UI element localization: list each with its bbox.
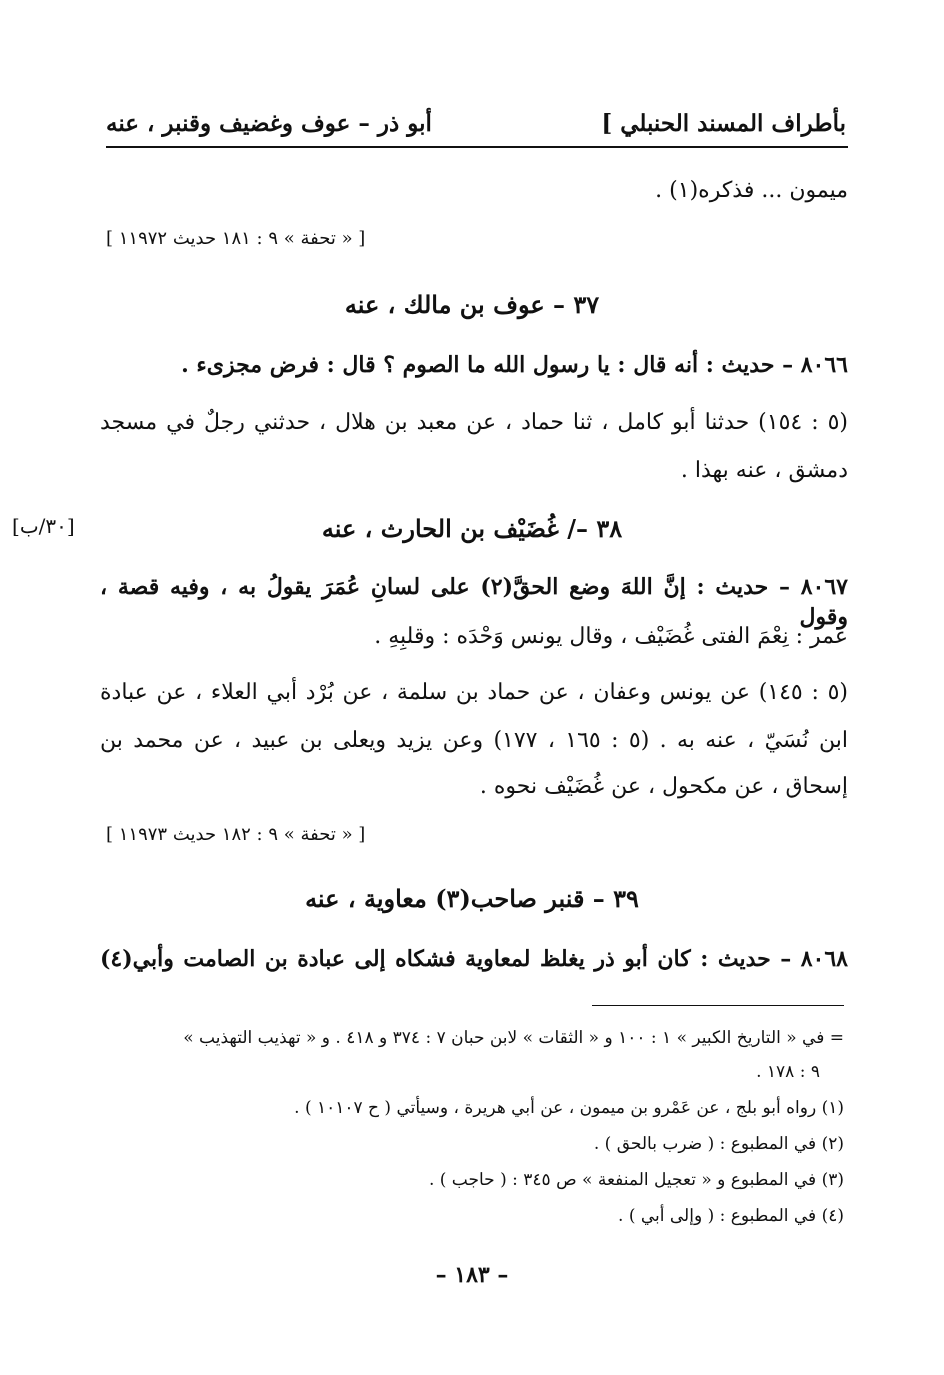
footnote-continuation: ٩ : ١٧٨ . [756, 1062, 820, 1082]
hadith-8067-narration-line: ابن نُسَيّ ، عنه به . (٥ : ١٦٥ ، ١٧٧) وعن يزيد ويعلى بن عبيد ، عن محمد بن [100, 728, 848, 753]
running-header-section-title: أبو ذر – عوف وغضيف وقنبر ، عنه [106, 110, 432, 137]
hadith-8067-narration-line: إسحاق ، عن مكحول ، عن غُضَيْف نحوه . [479, 774, 848, 799]
tuhfa-citation: [ « تحفة » ٩ : ١٨١ حديث ١١٩٧٢ ] [106, 228, 366, 249]
page-number: – ١٨٣ – [435, 1262, 509, 1288]
tuhfa-citation: [ « تحفة » ٩ : ١٨٢ حديث ١١٩٧٣ ] [106, 824, 366, 845]
hadith-8066-narration-line: (٥ : ١٥٤) حدثنا أبو كامل ، ثنا حماد ، عن معبد بن هلال ، حدثني رجلٌ في مسجد [100, 410, 848, 435]
hadith-8066-heading: ٨٠٦٦ – حديث : أنه قال : يا رسول الله ما الصوم ؟ قال : فرض مجزىء . [181, 352, 848, 378]
header-rule [106, 146, 848, 148]
hadith-8067-text-line: عمر : نِعْمَ الفتى غُضَيْف ، وقال يونس وَحْدَه : وقلبِهِ . [374, 624, 848, 649]
footnote-rule [592, 1005, 844, 1006]
footnote-1: (١) رواه أبو بلج ، عن عَمْرو بن ميمون ، عن أبي هريرة ، وسيأتي ( ح ١٠١٠٧ ) . [294, 1098, 844, 1118]
hadith-8066-narration-line: دمشق ، عنه بهذا . [680, 458, 848, 483]
footnote-4: (٤) في المطبوع : ( وإلى أبي ) . [618, 1206, 844, 1226]
hadith-8067-narration-line: (٥ : ١٤٥) عن يونس وعفان ، عن حماد بن سلمة ، عن بُرْد أبي العلاء ، عن عبادة [100, 680, 848, 705]
footnote-3: (٣) في المطبوع و « تعجيل المنفعة » ص ٣٤٥ : ( حاجب ) . [428, 1170, 844, 1190]
section-heading-38: ٣٨ –/ غُضَيْف بن الحارث ، عنه [321, 514, 623, 543]
manuscript-folio-note: [٣٠/ب] [12, 514, 75, 538]
running-header-book-title: بأطراف المسند الحنبلي ] [601, 110, 846, 137]
section-heading-37: ٣٧ – عوف بن مالك ، عنه [344, 290, 600, 319]
hadith-8067-heading: ٨٠٦٧ – حديث : إنَّ اللهَ وضع الحقَّ(٢) على لسانِ عُمَرَ يقولُ به ، وفيه قصة ، وقول [100, 574, 848, 630]
text-line: ميمون ... فذكره(١) . [655, 178, 848, 203]
footnote-2: (٢) في المطبوع : ( ضرب بالحق ) . [593, 1134, 844, 1154]
footnote-continuation: = في « التاريخ الكبير » ١ : ١٠٠ و « الثقات » لابن حبان ٧ : ٣٧٤ و ٤١٨ . و « تهذيب التهذيب » [183, 1028, 844, 1048]
section-heading-39: ٣٩ – قنبر صاحب(٣) معاوية ، عنه [305, 884, 639, 913]
hadith-8068-heading: ٨٠٦٨ – حديث : كان أبو ذر يغلظ لمعاوية فشكاه إلى عبادة بن الصامت وأبي(٤) [100, 946, 848, 972]
